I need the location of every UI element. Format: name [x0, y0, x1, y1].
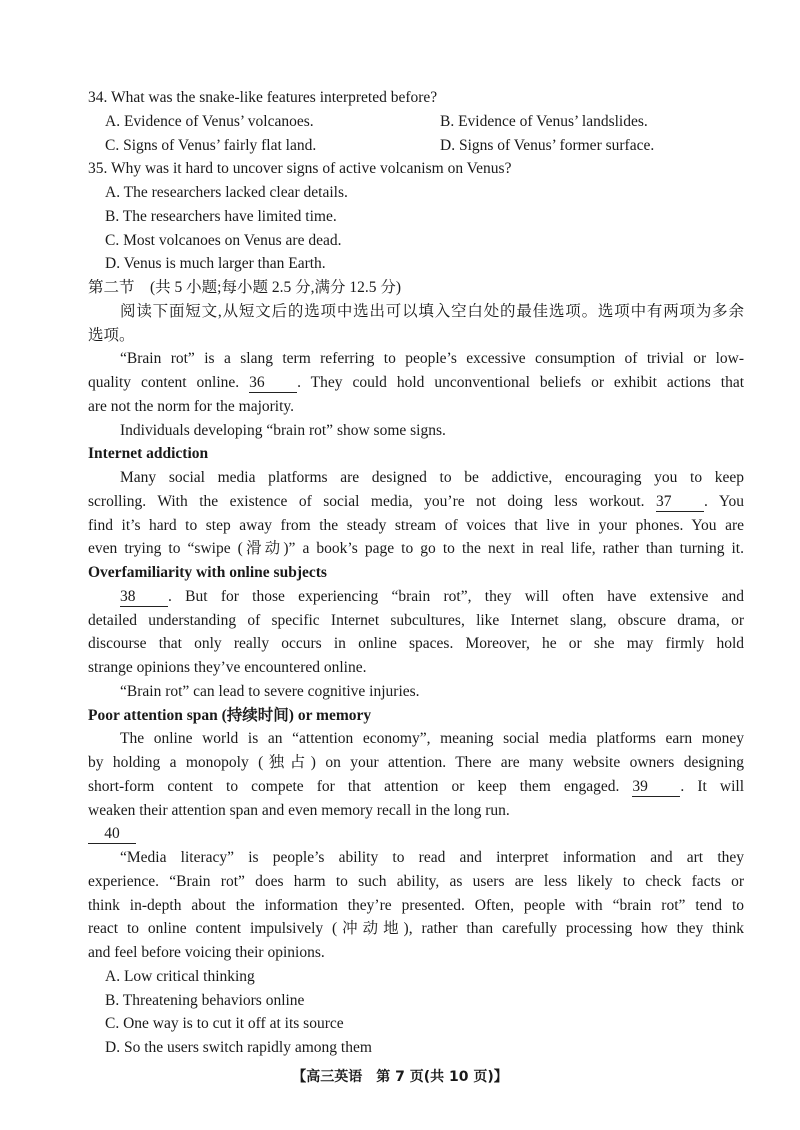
passage-line: discourse that only really occurs in online spaces. Moreover, he or she may firmly hold	[88, 635, 744, 653]
heading-internet-addiction: Internet addiction	[88, 445, 209, 463]
choice-b: B. Threatening behaviors online	[105, 991, 305, 1009]
passage-line	[88, 775, 744, 799]
section-title: 第二节 (共 5 小题;每小题 2.5 分,满分 12.5 分)	[88, 279, 402, 296]
passage-line: “Media literacy” is people’s ability to read and interpret information and art they	[120, 849, 744, 866]
passage-line: weaken their attention span and even memory recall in the long run.	[88, 801, 510, 819]
text: . You	[704, 492, 744, 510]
blank-40: 40	[88, 825, 136, 844]
passage-line: find it’s hard to step away from the steady stream of voices that live in your phones. You are	[88, 516, 744, 534]
blank-39: 39	[632, 778, 680, 797]
exam-page	[88, 86, 744, 1060]
page-footer: 【高三英语 第 7 页(共 10 页)】	[292, 1069, 508, 1085]
question-34-stem: 34. What was the snake-like features interpreted before?	[88, 89, 438, 106]
choice-a: A. Low critical thinking	[105, 967, 255, 985]
choice-c: C. One way is to cut it off at its source	[105, 1015, 344, 1033]
passage-line	[88, 585, 744, 609]
section-instructions-cont: 选项。	[88, 326, 135, 344]
text: . But for those experiencing “brain rot”, they will often have extensive and	[168, 587, 744, 605]
q34-option-b: B. Evidence of Venus’ landslides.	[440, 112, 648, 130]
passage-line: even trying to “swipe (滑动)” a book’s page to go to the next in real life, rather than turning it.	[88, 540, 744, 558]
passage-line: “Brain rot” can lead to severe cognitive injuries.	[120, 682, 420, 700]
passage-line	[88, 490, 744, 514]
passage-line: and feel before voicing their opinions.	[88, 944, 325, 961]
q34-option-d: D. Signs of Venus’ former surface.	[440, 136, 655, 154]
passage-line: by holding a monopoly (独占) on your attention. There are many website owners designing	[88, 754, 744, 771]
choice-d: D. So the users switch rapidly among them	[105, 1039, 372, 1056]
text: . It will	[680, 777, 745, 795]
text: . They could hold unconventional beliefs or exhibit actions that	[297, 374, 745, 391]
passage-line: strange opinions they’ve encountered online.	[88, 659, 367, 676]
question-35-stem: 35. Why was it hard to uncover signs of active volcanism on Venus?	[88, 160, 512, 178]
text: scrolling. With the existence of social media, you’re not doing less workout.	[88, 492, 645, 510]
heading-attention-span: Poor attention span (持续时间) or memory	[88, 706, 372, 724]
text: short-form content to compete for that attention or keep them engaged.	[88, 777, 620, 795]
passage-line: detailed understanding of specific Internet subcultures, like Internet slang, obscure drama, or	[88, 611, 744, 629]
q35-option-a: A. The researchers lacked clear details.	[105, 184, 348, 201]
passage-line	[88, 371, 744, 395]
section-instructions: 阅读下面短文,从短文后的选项中选出可以填入空白处的最佳选项。选项中有两项为多余	[120, 302, 744, 320]
passage-line: Many social media platforms are designed to be addictive, encouraging you to keep	[120, 469, 744, 486]
blank-36: 36	[249, 374, 297, 393]
passage-line: Individuals developing “brain rot” show some signs.	[120, 421, 446, 439]
passage-line: The online world is an “attention economy”, meaning social media platforms earn money	[120, 730, 744, 748]
q35-option-d: D. Venus is much larger than Earth.	[105, 255, 326, 273]
heading-overfamiliarity: Overfamiliarity with online subjects	[88, 564, 327, 581]
blank-37: 37	[656, 493, 704, 512]
q35-option-b: B. The researchers have limited time.	[105, 207, 337, 225]
passage-line: “Brain rot” is a slang term referring to people’s excessive consumption of trivial or low-	[120, 350, 744, 368]
blank-38: 38	[120, 588, 168, 607]
passage-line: are not the norm for the majority.	[88, 397, 295, 415]
q35-option-c: C. Most volcanoes on Venus are dead.	[105, 231, 342, 249]
q34-option-a: A. Evidence of Venus’ volcanoes.	[105, 112, 314, 130]
q34-option-c: C. Signs of Venus’ fairly flat land.	[105, 136, 317, 154]
passage-line: react to online content impulsively (冲动地), rather than carefully processing how they think	[88, 920, 744, 938]
passage-line: experience. “Brain rot” does harm to such ability, as users are less likely to check facts or	[88, 872, 744, 890]
text: quality content online.	[88, 374, 240, 391]
passage-line: think in-depth about the information they’re presented. Often, people with “brain rot” tend to	[88, 896, 744, 914]
